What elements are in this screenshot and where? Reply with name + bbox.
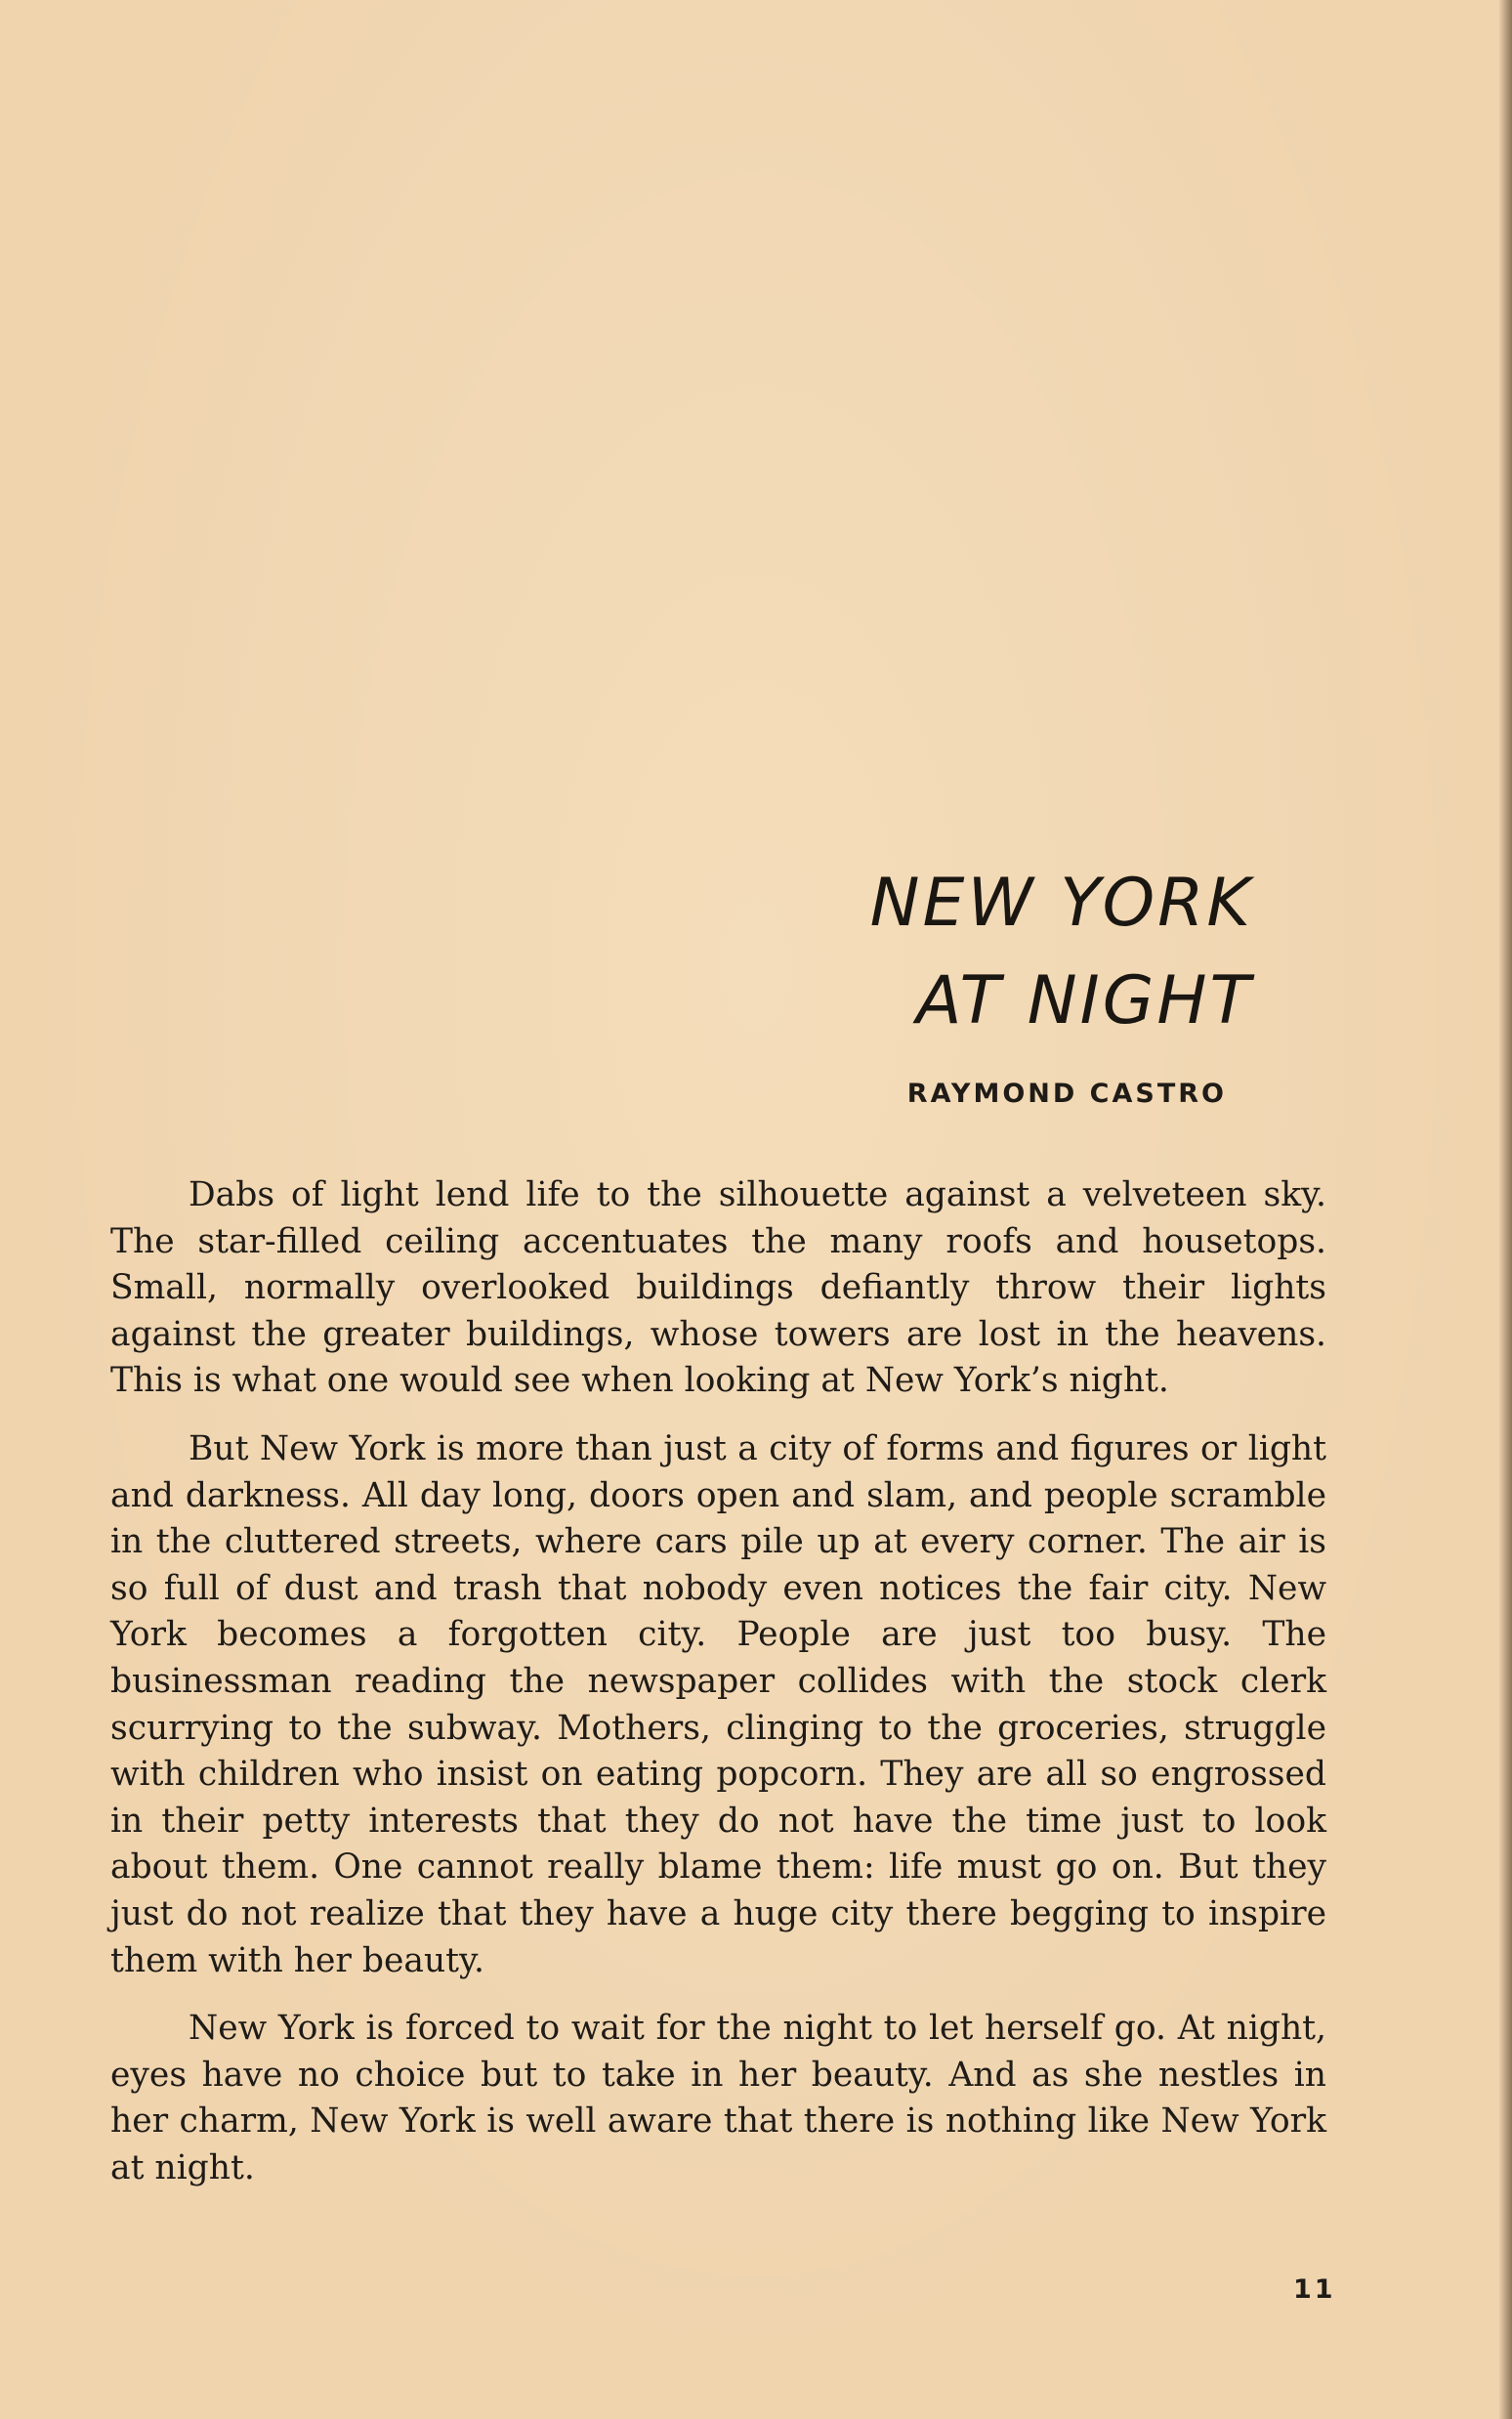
title-line-2: AT NIGHT (915, 962, 1253, 1040)
author-byline: RAYMOND CASTRO (906, 1079, 1227, 1109)
paragraph-2: But New York is more than just a city of forms and figures or light and darkness. All day long, doors open and slam, and people scramble in the cluttered streets, where cars pile up at every corner. The air is so full of dust and trash that nobody even notices the fair city. New York becomes a forgotten city. People are just too busy. The businessman reading the newspaper collides with the stock clerk scurrying to the subway. Mothers, clinging to the groceries, struggle with children who insist on eating popcorn. They are all so engrossed in their petty interests that they do not have the time just to look about them. One cannot really blame them: life must go on. But they just do not realize that they have a huge city there begging to inspire them with her beauty. (110, 1428, 1326, 1980)
article-body (110, 1172, 1326, 2213)
page-edge-shadow (1498, 0, 1512, 2419)
page-number: 11 (1293, 2274, 1336, 2305)
paragraph-1: Dabs of light lend life to the silhouette against a velveteen sky. The star-filled ceiling accentuates the many roofs and housetops. Small, normally overlooked buildings defiantly throw their lights against the greater buildings, whose towers are lost in the heavens. This is what one would see when looking at New York’s night. (110, 1175, 1326, 1401)
title-line-1: NEW YORK (869, 865, 1253, 942)
article-title (870, 855, 1253, 1050)
paragraph-3: New York is forced to wait for the night to let herself go. At night, eyes have no choice but to take in her beauty. And as she nestles in her charm, New York is well aware that there is nothing like New York at night. (110, 2009, 1326, 2187)
